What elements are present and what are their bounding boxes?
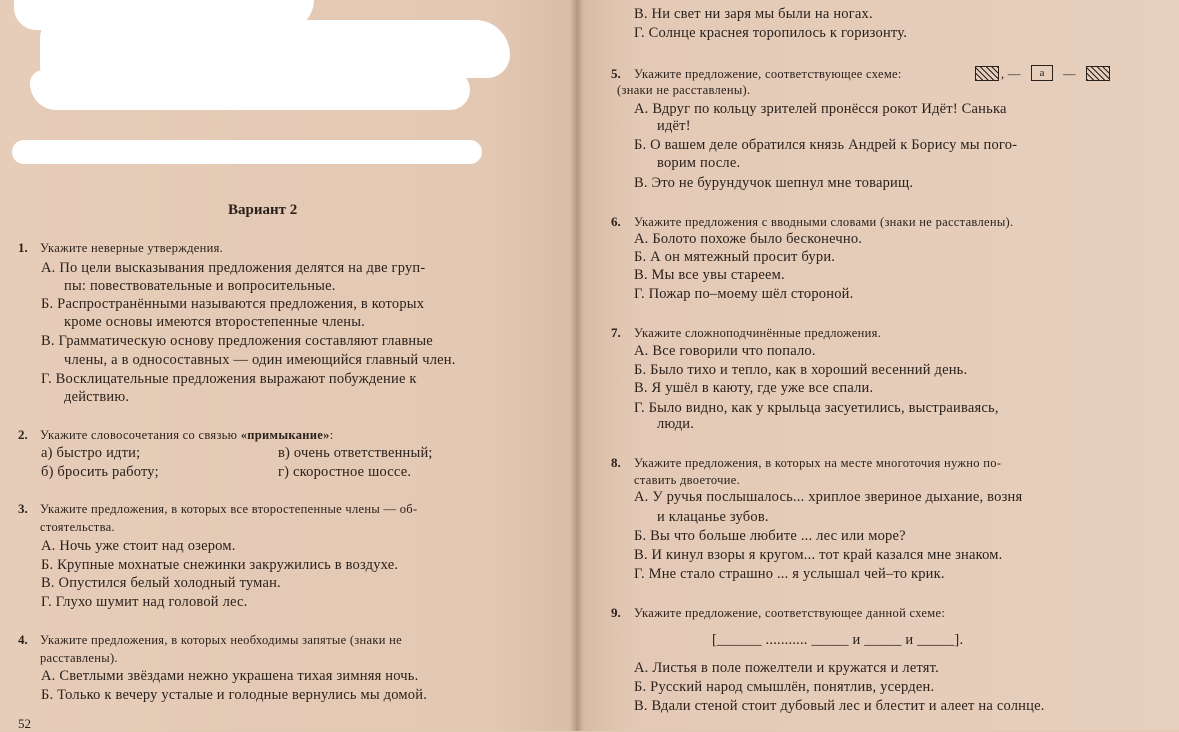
answer-line: Г. Пожар по–моему шёл стороной. — [634, 286, 854, 302]
question-number: 5. — [611, 66, 621, 81]
answer-line: Г. Восклицательные предложения выражают побуждение к — [41, 371, 417, 387]
answer-line: А. Болото похоже было бесконечно. — [634, 231, 863, 247]
answer-line: В. Вдали стеной стоит дубовый лес и блестит и алеет на солнце. — [634, 698, 1045, 714]
answer-line: А. Вдруг по кольцу зрителей пронёсся рокот Идёт! Санька — [634, 101, 1007, 117]
scheme-separator: , — — [1001, 67, 1021, 81]
answer-line: действию. — [64, 389, 130, 405]
question-number: 6. — [611, 214, 621, 229]
question-text: расставлены). — [40, 651, 118, 665]
scheme-letter-box: а — [1031, 65, 1053, 81]
question-text: Укажите сложноподчинённые предложения. — [634, 326, 882, 340]
question-number: 8. — [611, 455, 621, 470]
answer-line: А. Все говорили что попало. — [634, 343, 816, 359]
answer-line: Г. Мне стало страшно ... я услышал чей–то крик. — [634, 566, 945, 582]
question-number: 3. — [18, 501, 28, 516]
answer-line: кроме основы имеются второстепенные члены. — [64, 314, 365, 330]
answer-line: А. Ночь уже стоит над озером. — [41, 538, 236, 554]
answer-line: и клацанье зубов. — [657, 509, 769, 525]
question-number: 1. — [18, 240, 28, 255]
question-text: (знаки не расставлены). — [617, 83, 751, 97]
question-text: Укажите предложения, в которых необходимы запятые (знаки не — [40, 633, 402, 647]
scheme-hatched-box — [1086, 66, 1110, 81]
page-number: 52 — [18, 716, 31, 731]
answer-line: А. У ручья послышалось... хриплое звериное дыхание, возня — [634, 489, 1023, 505]
answer-line: А. Светлыми звёздами нежно украшена тихая зимняя ночь. — [41, 668, 419, 684]
answer-option: в) очень ответственный; — [278, 445, 433, 461]
answer-line: люди. — [657, 416, 695, 432]
scheme-hatched-box — [975, 66, 999, 81]
answer-option: б) бросить работу; — [41, 464, 159, 480]
question-number: 9. — [611, 605, 621, 620]
answer-line: В. Опустился белый холодный туман. — [41, 575, 281, 591]
question-text: Укажите предложения, в которых все второстепенные члены — об- — [40, 502, 418, 516]
variant-title: Вариант 2 — [228, 202, 298, 218]
answer-line: идёт! — [657, 118, 691, 134]
answer-line: Б. Только к вечеру усталые и голодные вернулись мы домой. — [41, 687, 428, 703]
answer-line: Б. Было тихо и тепло, как в хороший весенний день. — [634, 362, 968, 378]
question-text: Укажите предложение, соответствующее схеме: — [634, 67, 902, 81]
answer-line: А. Листья в поле пожелтели и кружатся и летят. — [634, 660, 939, 676]
question-text: Укажите неверные утверждения. — [40, 241, 224, 255]
question-text: ставить двоеточие. — [634, 473, 740, 487]
scheme-dash: — — [1063, 67, 1076, 81]
book-gutter — [570, 0, 584, 731]
answer-line: Г. Глухо шумит над головой лес. — [41, 594, 248, 610]
question-text: Укажите предложения, в которых на месте многоточия нужно по- — [634, 456, 1002, 470]
question-text: Укажите предложения с вводными словами (знаки не расставлены). — [634, 215, 1014, 229]
answer-line: В. Грамматическую основу предложения составляют главные — [41, 333, 433, 349]
answer-line: Б. Распространёнными называются предложения, в которых — [41, 296, 425, 312]
question-text: стоятельства. — [40, 520, 115, 534]
answer-line: В. И кинул взоры я кругом... тот край казался мне знаком. — [634, 547, 1003, 563]
answer-line: А. По цели высказывания предложения делятся на две груп- — [41, 260, 426, 276]
answer-line: В. Это не бурундучок шепнул мне товарищ. — [634, 175, 914, 191]
question-number: 7. — [611, 325, 621, 340]
sentence-scheme: [______ ........... _____ и _____ и _____]. — [712, 632, 964, 648]
answer-line: пы: повествовательные и вопросительные. — [64, 278, 336, 294]
question-number: 2. — [18, 427, 28, 442]
answer-line: В. Я ушёл в каюту, где уже все спали. — [634, 380, 874, 396]
answer-option: а) быстро идти; — [41, 445, 141, 461]
redaction-mark — [30, 70, 470, 110]
answer-line: Г. Было видно, как у крыльца засуетились, выстраиваясь, — [634, 400, 999, 416]
answer-line: Б. Вы что больше любите ... лес или море? — [634, 528, 906, 544]
answer-line: Б. А он мятежный просит бури. — [634, 249, 836, 265]
answer-line: В. Ни свет ни заря мы были на ногах. — [634, 6, 873, 22]
answer-line: Б. О вашем деле обратился князь Андрей к Борису мы пого- — [634, 137, 1018, 153]
question-text: Укажите предложение, соответствующее данной схеме: — [634, 606, 946, 620]
answer-line: Б. Русский народ смышлён, понятлив, усерден. — [634, 679, 935, 695]
answer-option: г) скоростное шоссе. — [278, 464, 412, 480]
answer-line: В. Мы все увы стареем. — [634, 267, 785, 283]
answer-line: Г. Солнце краснея торопилось к горизонту. — [634, 25, 908, 41]
question-number: 4. — [18, 632, 28, 647]
answer-line: члены, а в односоставных — один имеющийся главный член. — [64, 352, 456, 368]
redaction-mark — [12, 140, 482, 164]
answer-line: ворим после. — [657, 155, 741, 171]
answer-line: Б. Крупные мохнатые снежинки закружились в воздухе. — [41, 557, 399, 573]
question-text: Укажите словосочетания со связью «примыкание»: — [40, 428, 334, 442]
